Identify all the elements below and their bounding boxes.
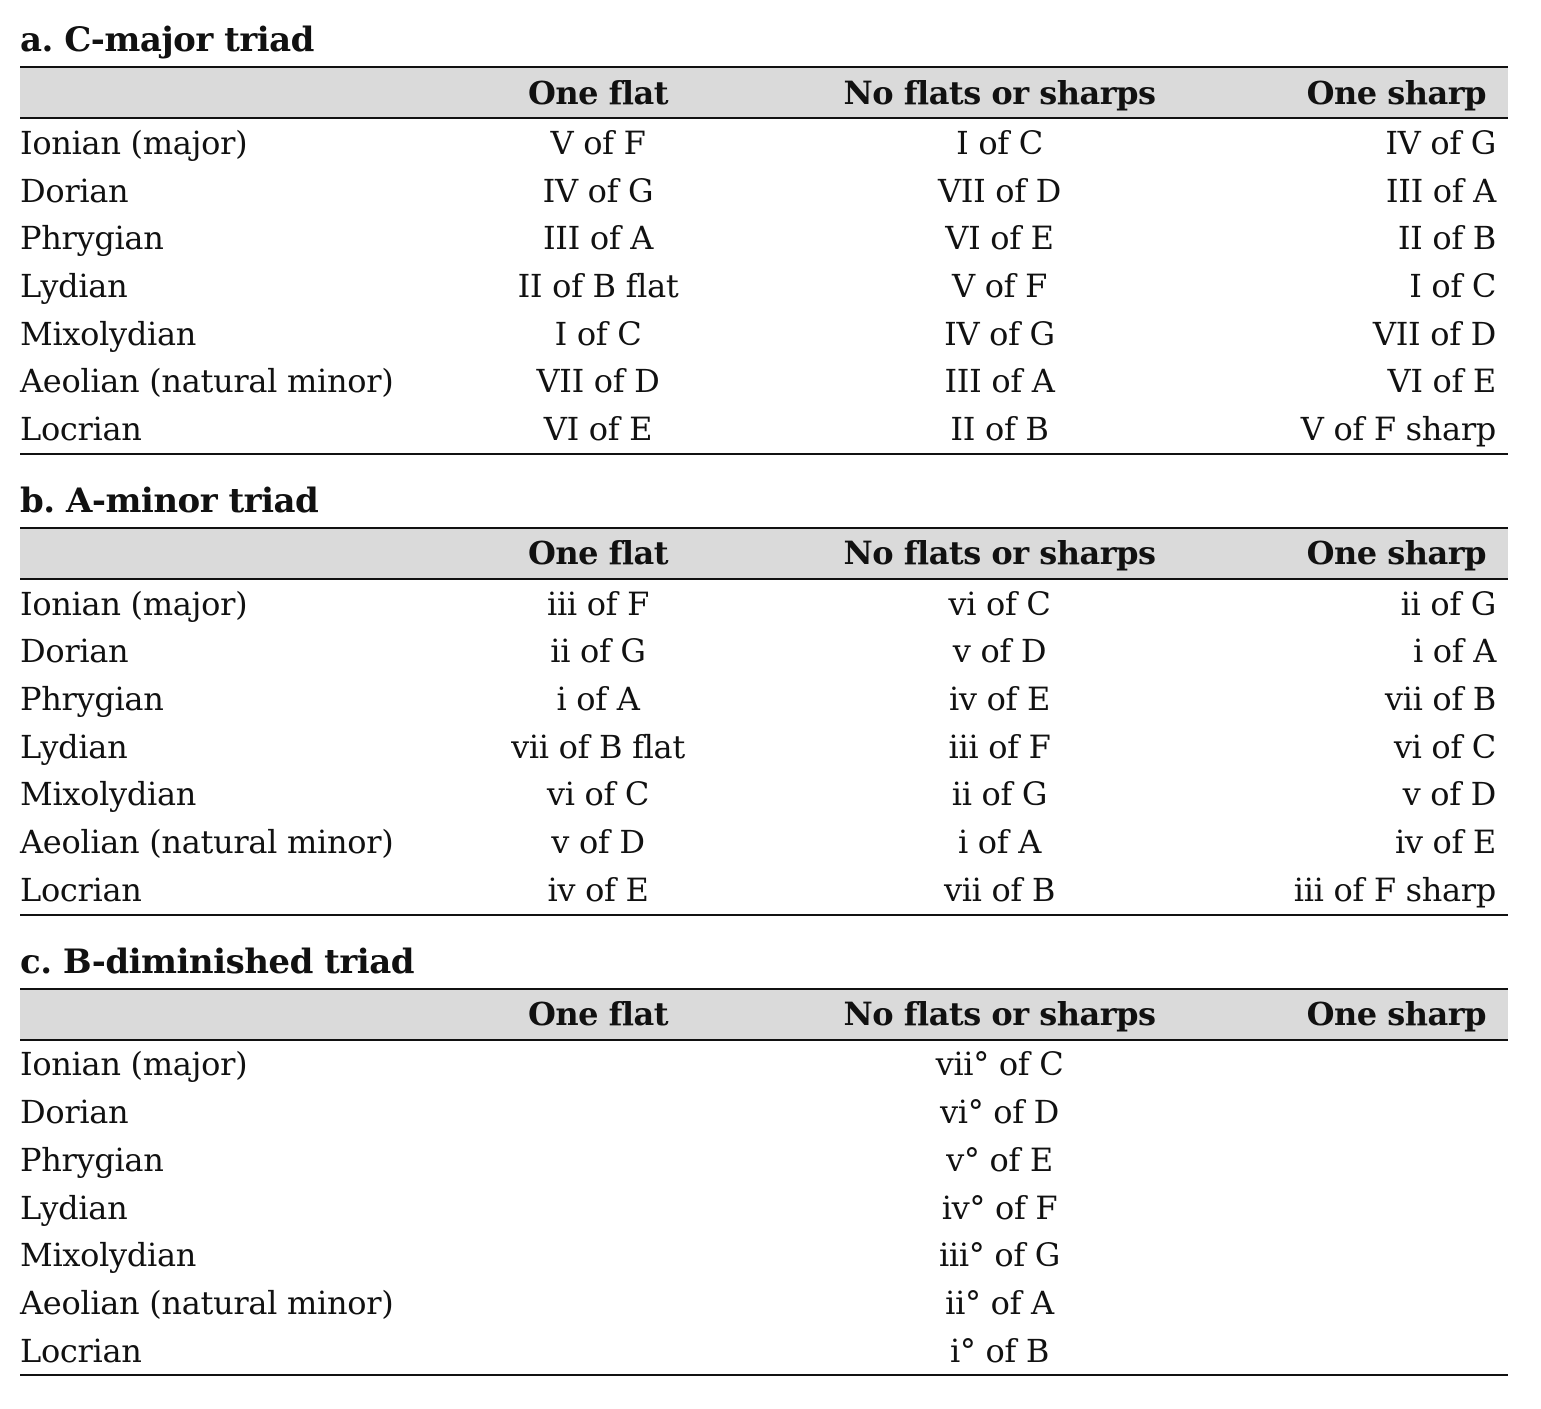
one-sharp-cell: iv of E [1394, 823, 1496, 862]
one-sharp-cell: II of B [1397, 219, 1496, 258]
header-no-flats-or-sharps: No flats or sharps [778, 67, 1221, 118]
document-page [20, 18, 1508, 1400]
header-one-sharp: One sharp [1221, 528, 1508, 579]
header-one-sharp: One sharp [1221, 67, 1508, 118]
table-header-row [20, 528, 1508, 579]
no-flats-or-sharps-cell: i° of B [778, 1327, 1221, 1376]
mode-name-cell: Locrian [20, 1327, 418, 1376]
one-flat-cell: i of A [556, 680, 640, 719]
mode-name-cell: Dorian [20, 632, 129, 671]
one-sharp-cell [1221, 1136, 1508, 1184]
header-mode [20, 989, 418, 1040]
one-sharp-cell [1221, 1279, 1508, 1327]
one-sharp-cell [1221, 1088, 1508, 1136]
one-flat-cell [418, 1327, 778, 1376]
mode-name-cell: Ionian (major) [20, 1045, 248, 1084]
no-flats-or-sharps-cell: iv° of F [941, 1188, 1058, 1227]
header-mode [20, 67, 418, 118]
one-flat-cell: iv of E [418, 866, 778, 915]
one-flat-cell: I of C [554, 314, 642, 353]
no-flats-or-sharps-cell: iv of E [948, 680, 1051, 719]
no-flats-or-sharps-cell: iii of F [948, 727, 1051, 766]
one-flat-cell: II of B flat [517, 266, 679, 305]
one-flat-cell: vi of C [546, 775, 650, 814]
table-row [20, 1136, 1508, 1184]
mode-name-cell: Aeolian (natural minor) [20, 362, 394, 401]
one-flat-cell [418, 1088, 778, 1136]
no-flats-or-sharps-cell: vii° of C [935, 1045, 1064, 1084]
no-flats-or-sharps-cell: VII of D [937, 171, 1062, 210]
one-flat-cell: v of D [551, 823, 645, 862]
mode-name-cell: Mixolydian [20, 314, 197, 353]
header-one-flat: One flat [418, 989, 778, 1040]
table-row [20, 214, 1508, 262]
table-row [20, 1279, 1508, 1327]
table-row [20, 1040, 1508, 1089]
header-no-flats-or-sharps: No flats or sharps [778, 528, 1221, 579]
one-flat-cell [418, 1040, 778, 1089]
mode-name-cell: Ionian (major) [20, 584, 248, 623]
one-flat-cell: VII of D [536, 362, 660, 401]
mode-name-cell: Locrian [20, 405, 418, 454]
section-title: a. C-major triad [20, 20, 314, 60]
modes-table [20, 66, 1508, 455]
one-sharp-cell: I of C [1409, 266, 1496, 305]
no-flats-or-sharps-cell: vi° of D [939, 1093, 1060, 1132]
table-row [20, 818, 1508, 866]
table-row [20, 771, 1508, 819]
modes-table [20, 527, 1508, 916]
one-flat-cell [418, 1136, 778, 1184]
one-flat-cell: III of A [542, 219, 654, 258]
header-one-flat: One flat [418, 528, 778, 579]
sections-container [20, 18, 1508, 1376]
table-row [20, 1231, 1508, 1279]
one-sharp-cell [1221, 1040, 1508, 1089]
section-title: b. A-minor triad [20, 480, 319, 521]
one-flat-cell: ii of G [550, 632, 646, 671]
mode-name-cell: Dorian [20, 1093, 129, 1132]
mode-name-cell: Phrygian [20, 680, 164, 719]
one-flat-cell [418, 1231, 778, 1279]
table-row [20, 579, 1508, 628]
one-sharp-cell: IV of G [1385, 123, 1496, 162]
triad-section [20, 940, 1508, 1377]
one-sharp-cell: III of A [1385, 171, 1496, 210]
mode-name-cell: Phrygian [20, 1140, 164, 1179]
no-flats-or-sharps-cell: v of D [952, 632, 1047, 671]
no-flats-or-sharps-cell: v° of E [946, 1140, 1053, 1179]
one-sharp-cell: VII of D [1372, 314, 1496, 353]
one-sharp-cell [1221, 1231, 1508, 1279]
no-flats-or-sharps-cell: V of F [952, 266, 1047, 305]
header-no-flats-or-sharps: No flats or sharps [778, 989, 1221, 1040]
one-sharp-cell: iii of F sharp [1221, 866, 1508, 915]
no-flats-or-sharps-cell: iii° of G [938, 1236, 1061, 1275]
one-sharp-cell: vi of C [1393, 727, 1496, 766]
no-flats-or-sharps-cell: i of A [958, 823, 1041, 862]
mode-name-cell: Locrian [20, 866, 418, 915]
table-row [20, 405, 1508, 454]
table-row [20, 866, 1508, 915]
one-sharp-cell: i of A [1413, 632, 1496, 671]
mode-name-cell: Lydian [20, 1188, 128, 1227]
mode-name-cell: Mixolydian [20, 775, 197, 814]
section-title: c. B-diminished triad [20, 941, 415, 982]
mode-name-cell: Mixolydian [20, 1236, 197, 1275]
one-flat-cell: V of F [550, 123, 646, 162]
modes-table [20, 988, 1508, 1377]
one-sharp-cell: v of D [1402, 775, 1496, 814]
table-row [20, 310, 1508, 358]
one-flat-cell: iii of F [547, 584, 649, 623]
no-flats-or-sharps-cell: vi of C [948, 584, 1051, 623]
table-row [20, 262, 1508, 310]
mode-name-cell: Lydian [20, 727, 128, 766]
header-one-flat: One flat [418, 67, 778, 118]
table-row [20, 723, 1508, 771]
mode-name-cell: Aeolian (natural minor) [20, 823, 394, 862]
no-flats-or-sharps-cell: IV of G [944, 314, 1055, 353]
one-sharp-cell: VI of E [1387, 362, 1496, 401]
triad-section [20, 479, 1508, 916]
mode-name-cell: Dorian [20, 171, 129, 210]
one-flat-cell: IV of G [542, 171, 654, 210]
one-sharp-cell: vii of B [1384, 680, 1496, 719]
one-flat-cell: VI of E [418, 405, 778, 454]
mode-name-cell: Ionian (major) [20, 123, 248, 162]
header-mode [20, 528, 418, 579]
mode-name-cell: Aeolian (natural minor) [20, 1283, 394, 1322]
one-flat-cell: vii of B flat [511, 727, 685, 766]
one-sharp-cell [1221, 1327, 1508, 1376]
no-flats-or-sharps-cell: II of B [778, 405, 1221, 454]
table-header-row [20, 67, 1508, 118]
one-sharp-cell: ii of G [1400, 584, 1496, 623]
one-flat-cell [418, 1184, 778, 1232]
table-row [20, 628, 1508, 676]
one-sharp-cell [1221, 1184, 1508, 1232]
table-header-row [20, 989, 1508, 1040]
mode-name-cell: Phrygian [20, 219, 164, 258]
header-one-sharp: One sharp [1221, 989, 1508, 1040]
no-flats-or-sharps-cell: VI of E [945, 219, 1054, 258]
one-flat-cell [418, 1279, 778, 1327]
mode-name-cell: Lydian [20, 266, 128, 305]
triad-section [20, 18, 1508, 455]
table-row [20, 118, 1508, 167]
table-row [20, 357, 1508, 405]
table-row [20, 1088, 1508, 1136]
table-row [20, 167, 1508, 215]
table-row [20, 1327, 1508, 1376]
table-row [20, 675, 1508, 723]
no-flats-or-sharps-cell: vii of B [778, 866, 1221, 915]
one-sharp-cell: V of F sharp [1221, 405, 1508, 454]
no-flats-or-sharps-cell: ii of G [951, 775, 1048, 814]
no-flats-or-sharps-cell: ii° of A [945, 1283, 1054, 1322]
table-row [20, 1184, 1508, 1232]
no-flats-or-sharps-cell: I of C [956, 123, 1043, 162]
no-flats-or-sharps-cell: III of A [944, 362, 1055, 401]
